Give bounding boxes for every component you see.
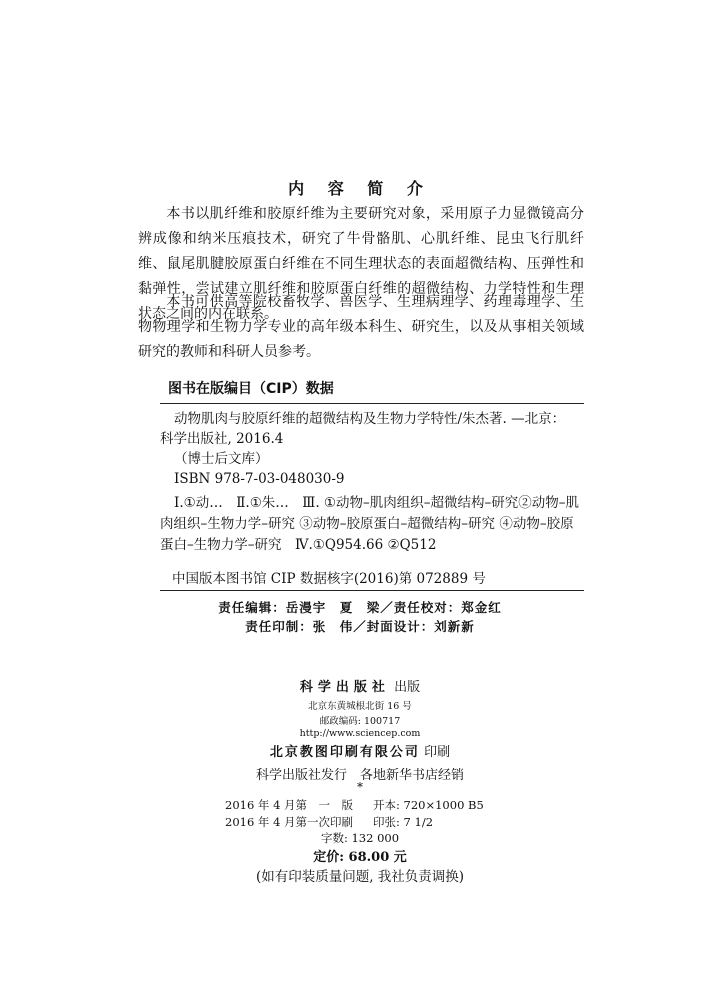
printed-sheets: 印张: 7 1/2: [373, 815, 434, 829]
summary-paragraph-1-text: 本书以肌纤维和胶原纤维为主要研究对象，采用原子力显微镜高分辨成像和纳米压痕技术，研究了牛骨骼肌、心肌纤维、昆虫飞行肌纤维、鼠尾肌腱胶原蛋白纤维在不同生理状态的表面超微结构、压弹性和黏弹性，尝试建立肌纤维和胶原蛋白纤维的超微结构、力学特性和生理状态之间的内在联系。: [138, 206, 584, 322]
quality-notice: (如有印装质量问题, 我社负责调换): [255, 869, 465, 885]
edition-row: [225, 797, 484, 813]
edition-date: 2016 年 4 月第 一 版: [225, 798, 354, 812]
cip-top-rule: [160, 403, 584, 404]
printer-line: [0, 741, 720, 760]
cip-core-number: 中国版本图书馆 CIP 数据核字(2016)第 072889 号: [172, 571, 486, 587]
cip-isbn-line: ISBN 978-7-03-048030-9: [174, 471, 345, 487]
price: 定价: 68.00 元: [313, 850, 407, 865]
cip-classification: [160, 493, 584, 556]
credits-editors: 责任编辑：岳漫宇 夏 梁／责任校对：郑金红: [218, 600, 502, 615]
printer-suffix: 印刷: [424, 745, 451, 760]
printer-name: 北京教图印刷有限公司: [269, 745, 420, 760]
summary-title: 内 容 简 介: [288, 179, 432, 198]
separator-star: *: [357, 780, 363, 794]
summary-paragraph-2: [138, 290, 584, 365]
printing-row: [225, 814, 433, 830]
publisher-name: 科学出版社: [299, 680, 390, 695]
publisher-line: [0, 676, 720, 695]
summary-paragraph-2-text: 本书可供高等院校畜牧学、兽医学、生理病理学、药理毒理学、生物物理学和生物力学专业的高年级本科生、研究生，以及从事相关领域研究的教师和科研人员参考。: [138, 294, 584, 360]
cip-classification-text: Ⅰ.①动… Ⅱ.①朱… Ⅲ. ①动物–肌肉组织–超微结构–研究②动物–肌肉组织–生物力学–研究 ③动物–胶原蛋白–超微结构–研究 ④动物–胶原蛋白–生物力学–研究 Ⅳ.①Q954.66 ②Q512: [160, 495, 579, 553]
publisher-website: http://www.sciencep.com: [299, 728, 421, 739]
cip-record: [160, 409, 582, 489]
cip-title-line: 动物肌肉与胶原纤维的超微结构及生物力学特性/朱杰著. —北京：: [174, 411, 566, 427]
printing-date: 2016 年 4 月第一次印刷: [225, 815, 354, 829]
publisher-suffix: 出版: [394, 680, 421, 695]
publisher-zip: 邮政编码: 100717: [319, 716, 401, 727]
format-size: 开本: 720×1000 B5: [373, 798, 484, 812]
credits-production: 责任印制：张 伟／封面设计：刘新新: [245, 619, 475, 634]
distribution-line: 科学出版社发行 各地新华书店经销: [255, 768, 464, 783]
cip-series-line: （博士后文库）: [174, 451, 269, 467]
cip-publisher-line: 科学出版社, 2016.4: [160, 431, 284, 447]
cip-heading: 图书在版编目（CIP）数据: [168, 381, 334, 397]
publisher-address: 北京东黄城根北街 16 号: [308, 701, 412, 712]
cip-bottom-rule: [160, 590, 584, 591]
word-count: 字数: 132 000: [320, 831, 400, 845]
